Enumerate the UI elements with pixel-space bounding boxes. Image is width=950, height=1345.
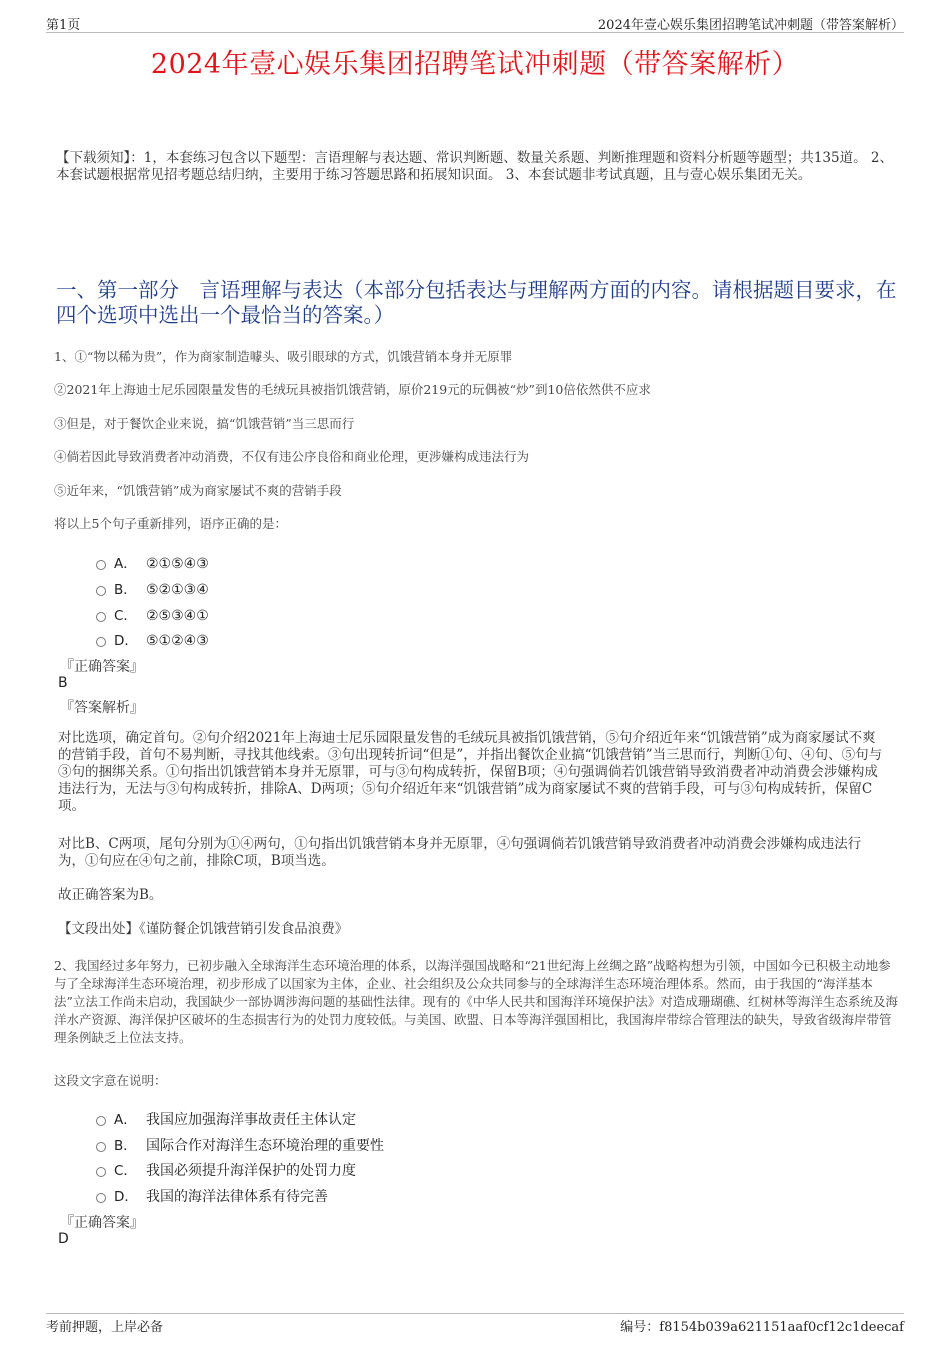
- q2-option-a[interactable]: A． 我国应加强海洋事故责任主体认定: [96, 1108, 356, 1129]
- section-heading: 一、第一部分 言语理解与表达（本部分包括表达与理解两方面的内容。请根据题目要求，在四个选项中选出一个最恰当的答案。）: [56, 278, 897, 327]
- q1-analysis-p3: 故正确答案为B。: [58, 887, 163, 903]
- q2-answer-label: 『正确答案』: [60, 1215, 144, 1231]
- q1-answer-label: 『正确答案』: [60, 659, 144, 675]
- q1-analysis-p2: 对比B、C两项，尾句分别为①④两句，①句指出饥饿营销本身并无原罪，④句强调倘若饥饿营销导致消费者冲动消费会涉嫌构成违法行为，①句应在④句之前，排除C项，B项当选。: [58, 836, 862, 869]
- page-header: [46, 14, 904, 33]
- footer-slogan: 考前押题，上岸必备: [46, 1320, 164, 1335]
- q2-passage: 2、我国经过多年努力，已初步融入全球海洋生态环境治理的体系，以海洋强国战略和“21世纪海上丝绸之路”战略构想为引领，中国如今已积极主动地参与了全球海洋生态环境治理，初步形成了以国家为主体，企业、社会组织及公众共同参与的全球海洋生态环境治理体系。然而，由于我国的“海洋基本法”立法工作尚未启动，我国缺少一部协调涉海问题的基础性法律。现有的《中华人民共和国海洋环境保护法》对造成珊瑚礁、红树林等海洋生态系统及海洋水产资源、海洋保护区破坏的生态损害行为的处罚力度较低。与美国、欧盟、日本等海洋强国相比，我国海岸带综合管理法的缺失，导致省级海岸带管理条例缺乏上位法支持。: [54, 958, 898, 1045]
- q1-line-1: 1、①“物以稀为贵”，作为商家制造噱头、吸引眼球的方式，饥饿营销本身并无原罪: [54, 349, 513, 364]
- footer-doc-id: 编号：f8154b039a621151aaf0cf12c1deecaf: [620, 1320, 904, 1335]
- radio-icon[interactable]: [96, 1167, 106, 1177]
- q1-line-3: ③但是，对于餐饮企业来说，搞“饥饿营销”当三思而行: [54, 416, 355, 431]
- q2-option-c[interactable]: C． 我国必须提升海洋保护的处罚力度: [96, 1159, 356, 1180]
- radio-icon[interactable]: [96, 560, 106, 570]
- q2-prompt: 这段文字意在说明：: [54, 1073, 167, 1088]
- q1-answer: B: [58, 675, 68, 691]
- q1-line-4: ④倘若因此导致消费者冲动消费，不仅有违公序良俗和商业伦理，更涉嫌构成违法行为: [54, 449, 530, 464]
- document-title: 2024年壹心娱乐集团招聘笔试冲刺题（带答案解析）: [150, 49, 800, 80]
- q1-option-c[interactable]: C． ②⑤③④①: [96, 604, 209, 624]
- q1-prompt: 将以上5个句子重新排列，语序正确的是：: [54, 516, 287, 531]
- q1-line-2: ②2021年上海迪士尼乐园限量发售的毛绒玩具被指饥饿营销，原价219元的玩偶被“炒”到10倍依然供不应求: [54, 382, 651, 397]
- radio-icon[interactable]: [96, 1142, 106, 1152]
- radio-icon[interactable]: [96, 612, 106, 622]
- radio-icon[interactable]: [96, 586, 106, 596]
- q2-option-b[interactable]: B． 国际合作对海洋生态环境治理的重要性: [96, 1134, 384, 1155]
- q1-analysis-label: 『答案解析』: [60, 700, 144, 716]
- q1-source: 【文段出处】《谨防餐企饥饿营销引发食品浪费》: [58, 921, 349, 937]
- page-number: 第1页: [46, 18, 81, 33]
- radio-icon[interactable]: [96, 1116, 106, 1126]
- page-footer: [46, 1313, 904, 1334]
- q1-line-5: ⑤近年来，“饥饿营销”成为商家屡试不爽的营销手段: [54, 483, 342, 498]
- q2-option-d[interactable]: D． 我国的海洋法律体系有待完善: [96, 1185, 328, 1206]
- header-doc-title: 2024年壹心娱乐集团招聘笔试冲刺题（带答案解析）: [597, 18, 904, 33]
- q1-option-d[interactable]: D． ⑤①②④③: [96, 629, 209, 649]
- radio-icon[interactable]: [96, 1193, 106, 1203]
- download-notice: 【下载须知】：1，本套练习包含以下题型：言语理解与表达题、常识判断题、数量关系题、判断推理题和资料分析题等题型；共135道。 2、本套试题根据常见招考题总结归纳，主要用于练习答题思路和拓展知识面。 3、本套试题非考试真题，且与壹心娱乐集团无关。: [56, 150, 893, 183]
- q2-answer: D: [58, 1231, 69, 1247]
- radio-icon[interactable]: [96, 637, 106, 647]
- q1-option-b[interactable]: B． ⑤②①③④: [96, 578, 209, 598]
- q1-option-a[interactable]: A． ②①⑤④③: [96, 552, 209, 572]
- q1-analysis-p1: 对比选项，确定首句。②句介绍2021年上海迪士尼乐园限量发售的毛绒玩具被指饥饿营销，⑤句介绍近年来“饥饿营销”成为商家屡试不爽的营销手段，首句不易判断，寻找其他线索。③句出现转折词“但是”，并指出餐饮企业搞“饥饿营销”当三思而行，判断①句、④句、⑤句与③句的捆绑关系。①句指出饥饿营销本身并无原罪，可与③句构成转折，保留B项；④句强调倘若饥饿营销导致消费者冲动消费会涉嫌构成违法行为，无法与③句构成转折，排除A、D两项；⑤句介绍近年来“饥饿营销”成为商家屡试不爽的营销手段，可与③句构成转折，保留C项。: [58, 730, 883, 814]
